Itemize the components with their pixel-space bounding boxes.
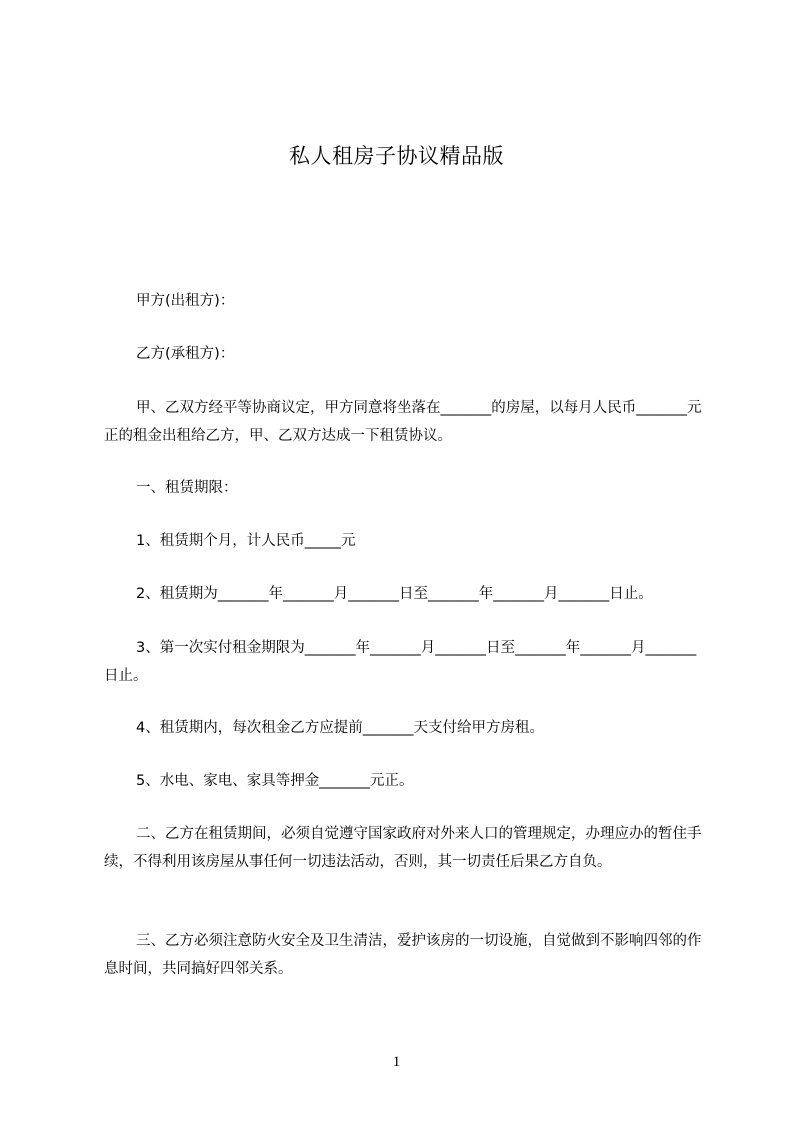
section-1-heading: 一、租赁期限： — [136, 480, 238, 496]
lease-item-4: 4、租赁期内，每次租金乙方应提前_______天支付给甲方房租。 — [136, 720, 544, 736]
section-2-paragraph: 二、乙方在租赁期间，必须自觉遵守国家政府对外来人口的管理规定，办理应办的暂住手续，不得利用该房屋从事任何一切违法活动，否则，其一切责任后果乙方自负。 — [104, 826, 702, 870]
party-a-line: 甲方(出租方)： — [136, 293, 235, 309]
lease-item-3: 3、第一次实付租金期限为_______年_______月_______日至_______年_______月_______日止。 — [104, 640, 697, 684]
section-3-paragraph: 三、乙方必须注意防火安全及卫生清洁，爱护该房的一切设施，自觉做到不影响四邻的作息时间，共同搞好四邻关系。 — [104, 933, 702, 977]
lease-item-1: 1、租赁期个月，计人民币_____元 — [136, 533, 356, 549]
page-number: 1 — [392, 1054, 401, 1070]
document-title: 私人租房子协议精品版 — [289, 144, 504, 168]
lease-item-5: 5、水电、家电、家具等押金_______元正。 — [136, 773, 414, 789]
intro-paragraph: 甲、乙双方经平等协商议定，甲方同意将坐落在_______的房屋，以每月人民币_______元正的租金出租给乙方，甲、乙双方达成一下租赁协议。 — [104, 400, 702, 444]
party-b-line: 乙方(承租方)： — [136, 346, 235, 362]
lease-item-2: 2、租赁期为_______年_______月_______日至_______年_______月_______日止。 — [136, 586, 653, 602]
